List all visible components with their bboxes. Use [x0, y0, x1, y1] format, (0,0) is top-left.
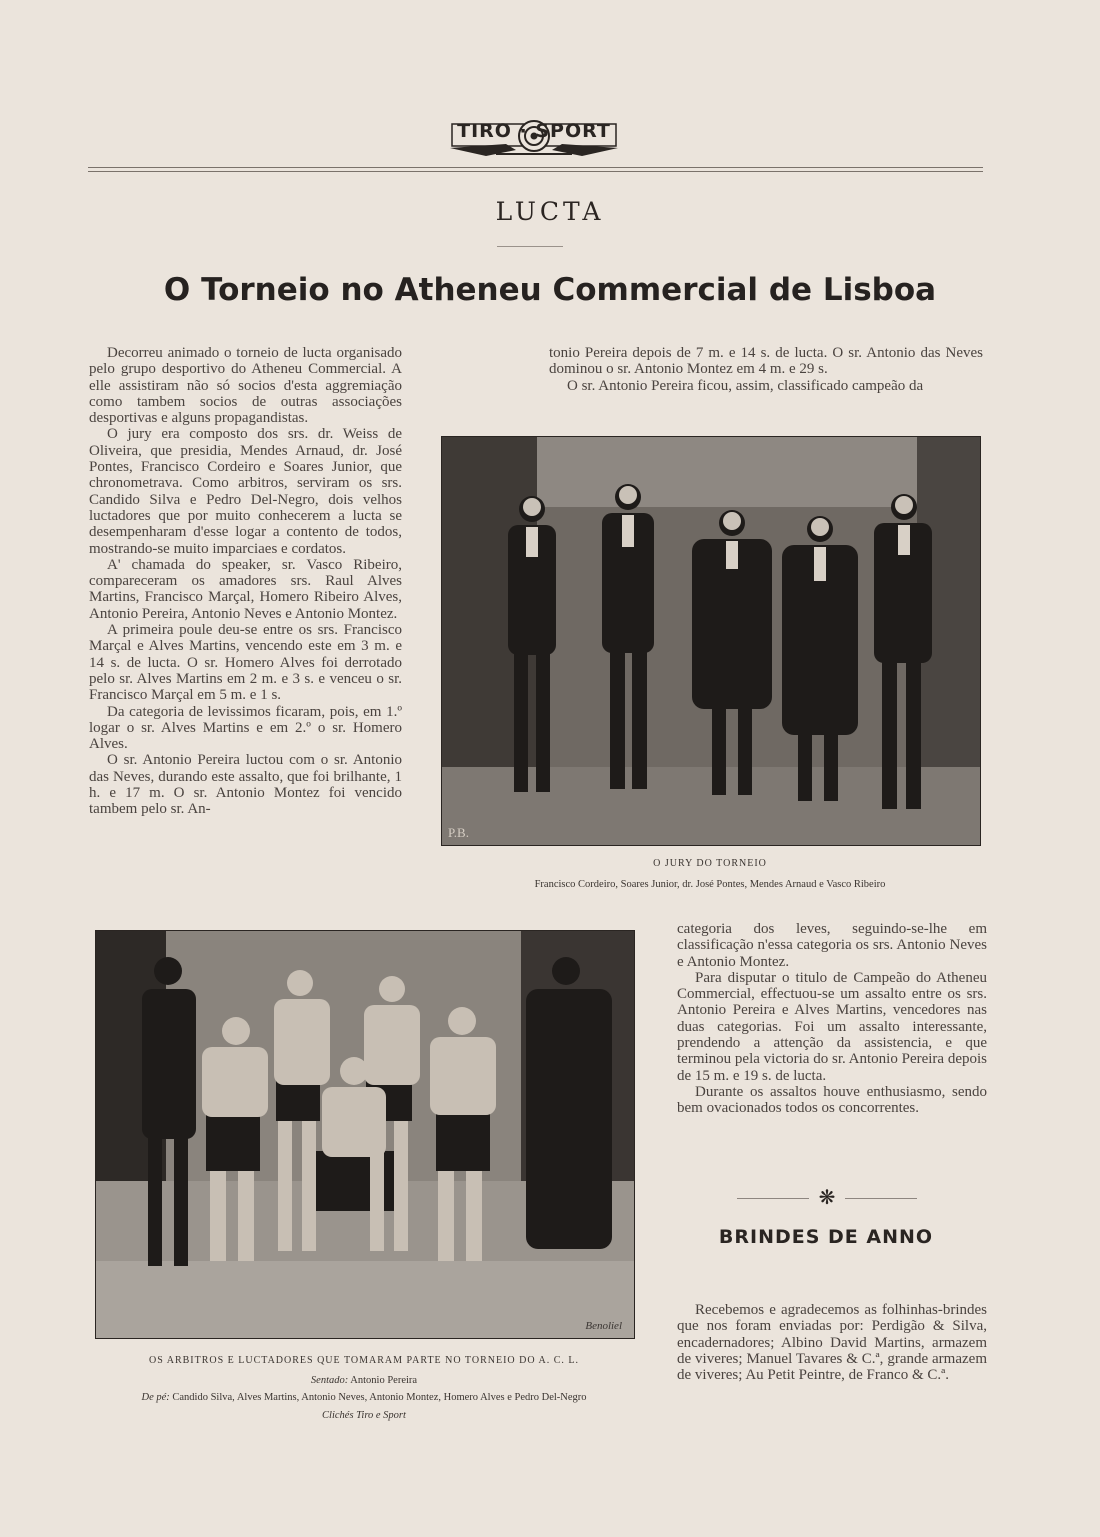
caption-seated-label: Sentado:: [310, 1375, 349, 1386]
caption-wrestlers-title: OS ARBITROS E LUCTADORES QUE TOMARAM PARTE NO TORNEIO DO A. C. L.: [148, 1355, 580, 1366]
caption-jury-title: O JURY DO TORNEIO: [653, 858, 767, 869]
masthead-logo: [446, 116, 622, 162]
section-divider: [497, 246, 563, 247]
paragraph: tonio Pereira depois de 7 m. e 14 s. de lucta. O sr. Antonio das Neves dominou o sr. Antonio Montez em 4 m. e 29 s.: [549, 345, 983, 378]
brindes-text: [677, 1302, 987, 1383]
paragraph: Recebemos e agradecemos as folhinhas-brindes que nos foram enviadas por: Perdigão & Silva, encadernadores; Albino David Martins, armazem de viveres; Manuel Tavares & C.ª, grande armazem de viveres; Au Petit Peintre, de Franco & C.ª.: [677, 1302, 987, 1384]
paragraph: O jury era composto dos srs. dr. Weiss de Oliveira, que presidia, Mendes Arnaud, dr. José Pontes, Francisco Cordeiro e Soares Junior, que chronometrava. Como arbitros, serviram os srs. Candido Silva e Pedro Del-Negro, dois velhos luctadores que por muito conhecerem a lucta se desempenharam d'esse logar a contento de todos, mostrando-se muito imparciaes e cordatos.: [89, 426, 402, 557]
paragraph: O sr. Antonio Pereira luctou com o sr. Antonio das Neves, durando este assalto, que foi brilhante, 1 h. e 17 m. O sr. Antonio Montez foi vencido tambem pelo sr. An-: [89, 752, 402, 818]
article-headline: O Torneio no Atheneu Commercial de Lisboa: [163, 272, 937, 308]
paragraph: Decorreu animado o torneio de lucta organisado pelo grupo desportivo do Atheneu Commercial. A elle assistiram não só socios d'esta aggremiação como tambem socios de outras associações desportivas e alguns propagandistas.: [89, 345, 402, 427]
paragraph: A primeira poule deu-se entre os srs. Francisco Marçal e Alves Martins, vencendo este em 3 m. e 14 s. de lucta. O sr. Homero Alves foi derrotado pelo sr. Alves Martins em 2 m. e 3 s. e venceu o sr. Francisco Marçal em 5 m. e 1 s.: [89, 622, 402, 704]
photo-watermark: P.B.: [448, 825, 469, 840]
paragraph: categoria dos leves, seguindo-se-lhe em classificação n'essa categoria os srs. Antonio Neves e Antonio Montez.: [677, 921, 987, 970]
caption-standing-names: Candido Silva, Alves Martins, Antonio Neves, Antonio Montez, Homero Alves e Pedro Del-Negro: [172, 1392, 587, 1403]
masthead-rule-secondary: [88, 171, 983, 172]
section-title: LUCTA: [495, 197, 605, 226]
caption-credit: Clichés Tiro e Sport: [322, 1410, 406, 1421]
paragraph: A' chamada do speaker, sr. Vasco Ribeiro, compareceram os amadores srs. Raul Alves Martins, Francisco Marçal, Homero Ribeiro Alves, Antonio Pereira, Antonio Neves e Antonio Montez.: [89, 556, 402, 622]
masthead-rule: [88, 167, 983, 168]
paragraph: Durante os assaltos houve enthusiasmo, sendo bem ovacionados todos os concorrentes.: [677, 1083, 987, 1117]
caption-seated-name: Antonio Pereira: [350, 1375, 418, 1386]
paragraph: O sr. Antonio Pereira ficou, assim, classificado campeão da: [567, 377, 924, 394]
caption-seated: [95, 1375, 633, 1386]
caption-standing-label: De pé:: [141, 1392, 170, 1403]
article-column-left: [89, 345, 402, 818]
paragraph: Da categoria de levissimos ficaram, pois, em 1.º logar o sr. Alves Martins e em 2.º o sr. Homero Alves.: [89, 703, 402, 753]
photo-wrestlers: [95, 930, 635, 1339]
article-column-right-bottom: [677, 921, 987, 1117]
caption-standing: [95, 1392, 633, 1403]
ornament-icon: ❋: [818, 1185, 836, 1209]
paragraph: Para disputar o titulo de Campeão do Atheneu Commercial, effectuou-se um assalto entre os srs. Antonio Pereira e Alves Martins, vencedores nas duas categorias. Foi um assalto interessante, prendendo a attenção da assistencia, e que terminou pela victoria do sr. Antonio Pereira depois de 15 m. e 19 s. de lucta.: [677, 969, 987, 1084]
photographer-signature: Benoliel: [585, 1320, 622, 1332]
ornament-rule-right: [845, 1198, 917, 1199]
masthead-title: TIRO · SPORT: [457, 120, 611, 142]
photo-jury: [441, 436, 981, 846]
article-column-right-top: [549, 345, 983, 394]
brindes-title: BRINDES DE ANNO: [718, 1226, 934, 1248]
caption-jury-names: Francisco Cordeiro, Soares Junior, dr. José Pontes, Mendes Arnaud e Vasco Ribeiro: [534, 879, 886, 890]
wrestlers-group-photo: [96, 931, 634, 1338]
ornament-rule-left: [737, 1198, 809, 1199]
jury-group-photo: [442, 437, 980, 845]
